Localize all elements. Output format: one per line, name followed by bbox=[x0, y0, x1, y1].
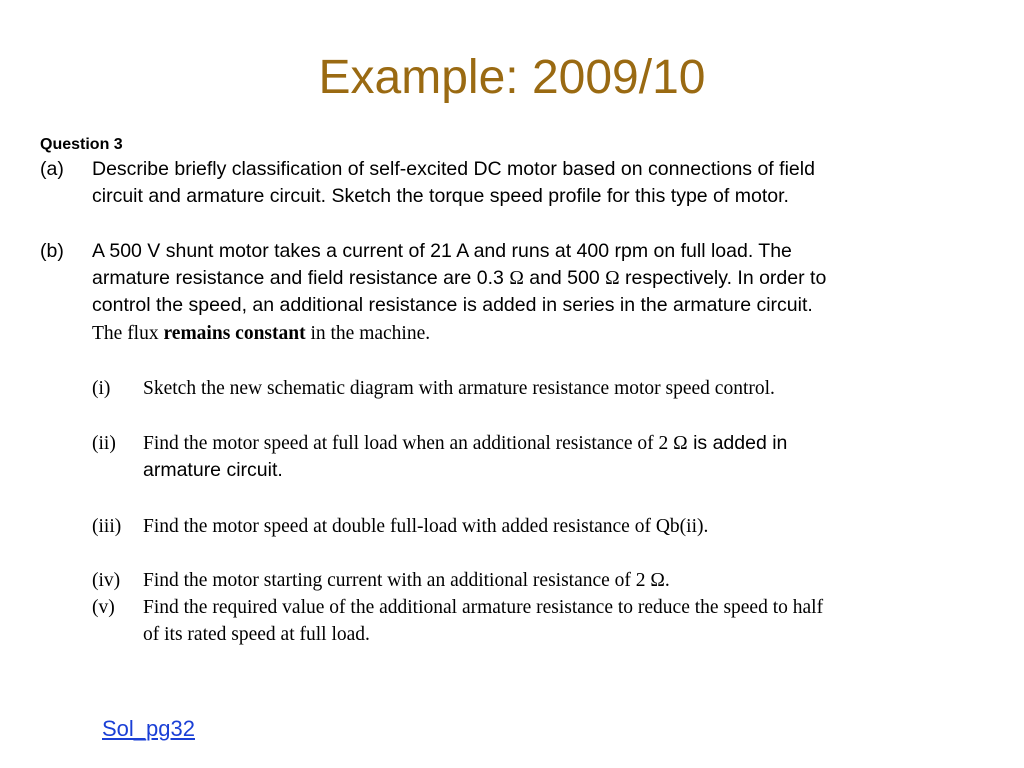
part-b-line-4-text-a: The flux bbox=[92, 323, 164, 344]
part-b-line-4-text-c: in the machine. bbox=[305, 323, 431, 344]
subpart-v-line-1: Find the required value of the additional armature resistance to reduce the speed to half bbox=[143, 597, 824, 618]
part-a-line-2: circuit and armature circuit. Sketch the torque speed profile for this type of motor. bbox=[92, 185, 789, 207]
omega-symbol-3: Ω bbox=[673, 433, 688, 454]
subpart-iv-text bbox=[143, 567, 670, 594]
part-b-line-2-text-a: armature resistance and field resistance are 0.3 bbox=[92, 267, 510, 289]
part-a-line-1: Describe briefly classification of self-excited DC motor based on connections of field bbox=[92, 158, 815, 180]
subpart-iii-marker: (iii) bbox=[92, 516, 122, 537]
question-label: Question 3 bbox=[40, 136, 123, 153]
omega-symbol-2: Ω bbox=[605, 268, 620, 289]
subpart-ii-marker: (ii) bbox=[92, 433, 116, 454]
part-b-line-4 bbox=[92, 320, 430, 347]
subpart-iii-text: Find the motor speed at double full-load with added resistance of Qb(ii). bbox=[143, 516, 709, 537]
subpart-i-text: Sketch the new schematic diagram with armature resistance motor speed control. bbox=[143, 378, 775, 399]
part-b-line-2-text-c: respectively. In order to bbox=[619, 267, 827, 289]
subpart-iv-text-end: . bbox=[664, 570, 670, 591]
subpart-ii-text-a: Find the motor speed at full load when an additional resistance of 2 bbox=[143, 433, 674, 454]
subpart-ii-line-1 bbox=[143, 430, 787, 457]
solution-link[interactable]: Sol_pg32 bbox=[102, 716, 195, 741]
subpart-v-line-2: of its rated speed at full load. bbox=[143, 624, 370, 645]
omega-symbol: Ω bbox=[509, 268, 524, 289]
subpart-ii-text-b: is added in bbox=[687, 432, 788, 454]
subpart-v-marker: (v) bbox=[92, 597, 115, 618]
part-b-line-2-text-b: and 500 bbox=[523, 267, 606, 289]
part-b-line-3: control the speed, an additional resistance is added in series in the armature circuit. bbox=[92, 294, 813, 316]
part-b-line-4-bold: remains constant bbox=[163, 323, 306, 344]
subpart-i-marker: (i) bbox=[92, 378, 111, 399]
subpart-ii-line-2: armature circuit. bbox=[143, 459, 283, 481]
omega-symbol-4: Ω bbox=[650, 570, 665, 591]
part-b-line-1: A 500 V shunt motor takes a current of 21 A and runs at 400 rpm on full load. The bbox=[92, 240, 792, 262]
subpart-iv-marker: (iv) bbox=[92, 570, 121, 591]
slide-title: Example: 2009/10 bbox=[318, 51, 706, 104]
part-b-line-2 bbox=[92, 265, 826, 292]
part-a-marker: (a) bbox=[40, 158, 64, 180]
part-b-marker: (b) bbox=[40, 240, 64, 262]
subpart-iv-text-a: Find the motor starting current with an additional resistance of 2 bbox=[143, 570, 651, 591]
